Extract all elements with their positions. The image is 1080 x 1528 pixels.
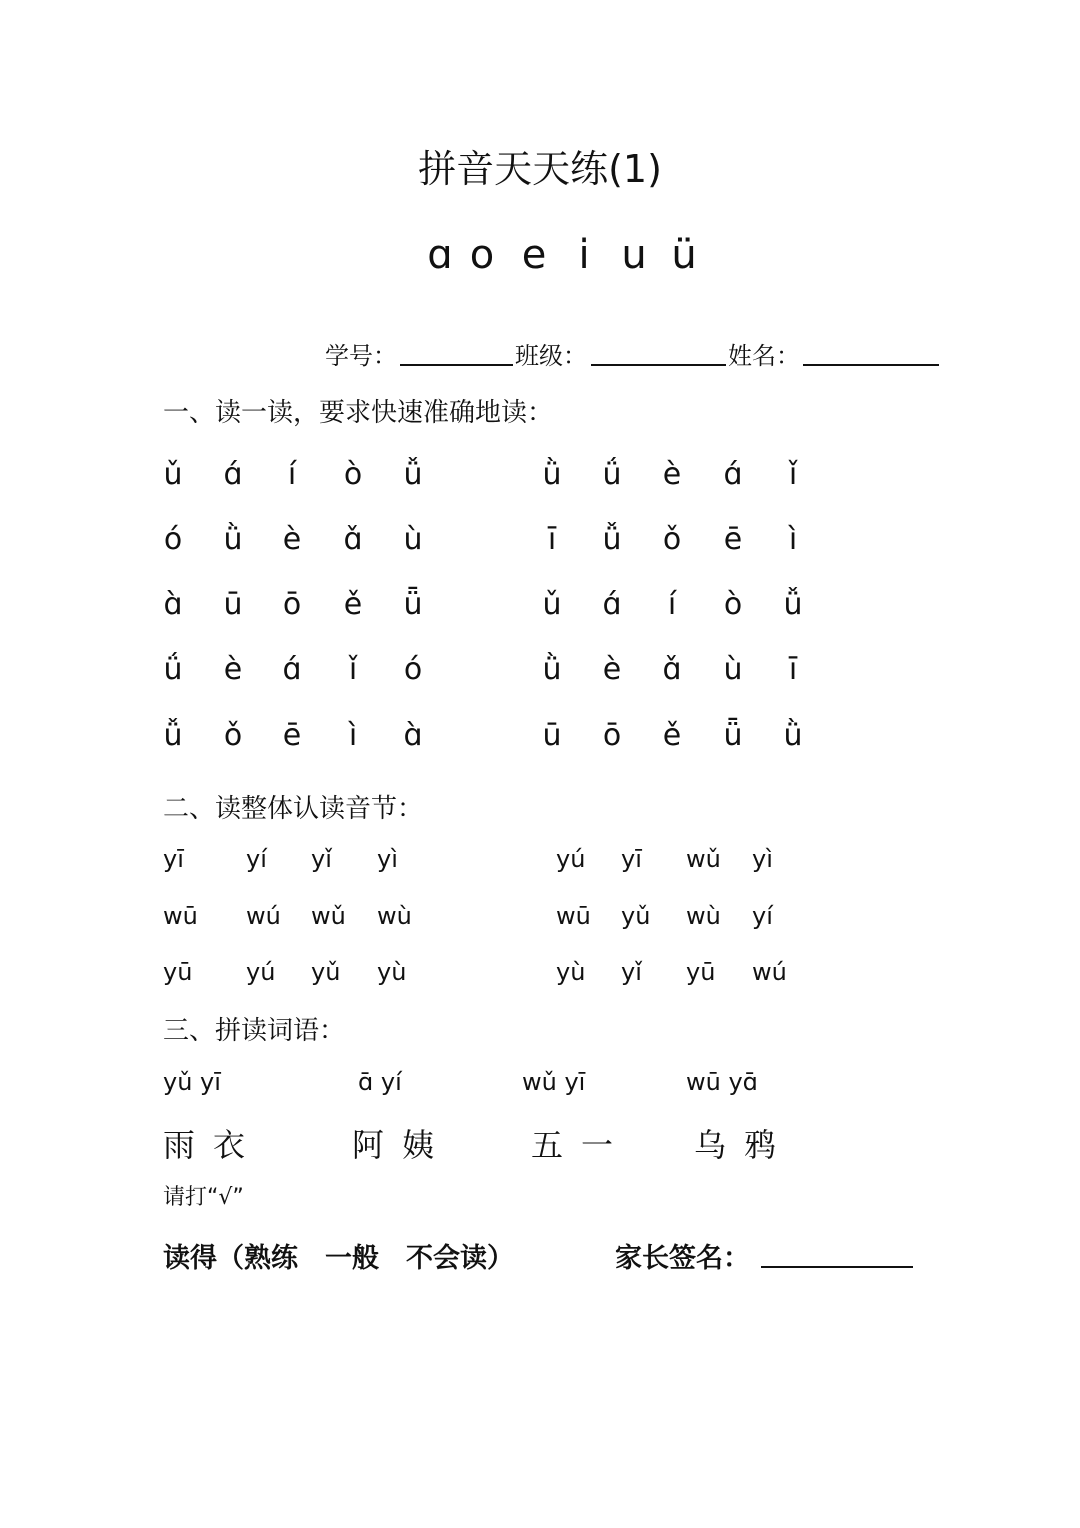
pinyin-letter: ɑ́ <box>723 457 743 492</box>
vowel-o: o <box>469 232 495 278</box>
pinyin-letter: ò <box>723 587 743 622</box>
word-hanzi: 乌鸦 <box>694 1126 795 1164</box>
syllable: wú <box>246 902 281 930</box>
vowel-e: e <box>521 232 547 278</box>
pinyin-letter: ì <box>788 522 798 557</box>
pinyin-letter: ó <box>163 522 183 557</box>
pinyin-letter: ǔ <box>542 587 562 622</box>
syllable: wǔ <box>686 845 721 873</box>
syllable: yì <box>752 845 773 873</box>
word-hanzi: 阿姨 <box>352 1126 453 1164</box>
section1-heading: 一、读一读，要求快速准确地读： <box>163 398 554 428</box>
word-hanzi: 雨衣 <box>163 1126 264 1164</box>
pinyin-letter: ē <box>282 718 302 753</box>
name-label: 姓名： <box>728 342 800 370</box>
syllable: yí <box>752 902 773 930</box>
pinyin-letter: ǐ <box>788 457 798 492</box>
pinyin-letter: ǒ <box>662 522 682 557</box>
pinyin-letter: ì <box>348 718 358 753</box>
section2-heading: 二、读整体认读音节： <box>163 794 424 824</box>
pinyin-letter: ǚ <box>403 457 423 492</box>
syllable: yì <box>377 845 398 873</box>
syllable: yǐ <box>311 845 332 873</box>
pinyin-letter: ǘ <box>163 652 183 687</box>
pinyin-letter: ǜ <box>542 457 562 492</box>
syllable: wù <box>686 902 721 930</box>
syllable: yí <box>246 845 267 873</box>
syllable: yú <box>556 845 586 873</box>
pinyin-letter: ū <box>542 718 562 753</box>
syllable: yú <box>246 958 276 986</box>
parent-sign-field[interactable] <box>761 1266 913 1268</box>
pinyin-letter: ɑ̌ <box>662 652 682 687</box>
pinyin-letter: ɑ́ <box>282 652 302 687</box>
pinyin-letter: ō <box>602 718 622 753</box>
syllable: yù <box>377 958 407 986</box>
syllable: wú <box>752 958 787 986</box>
pinyin-letter: è <box>662 457 682 492</box>
pinyin-letter: ǔ <box>163 457 183 492</box>
syllable: yǐ <box>621 958 642 986</box>
syllable: yū <box>163 958 193 986</box>
word-pinyin: wǔ yī <box>522 1068 586 1096</box>
pinyin-letter: ǘ <box>602 457 622 492</box>
syllable: wǔ <box>311 902 346 930</box>
word-pinyin: wū yɑ̄ <box>686 1068 758 1096</box>
syllable: yǔ <box>311 958 341 986</box>
pinyin-letter: ù <box>403 522 423 557</box>
pinyin-letter: ē <box>723 522 743 557</box>
vowel-a: ɑ <box>427 232 453 278</box>
pinyin-letter: è <box>282 522 302 557</box>
pinyin-letter: ɑ́ <box>223 457 243 492</box>
vowel-u: u <box>621 232 647 278</box>
vowel-i: i <box>578 232 590 278</box>
pinyin-letter: ɑ̀ <box>163 587 183 622</box>
syllable: yī <box>163 845 184 873</box>
class-label: 班级： <box>515 342 587 370</box>
student-no-label: 学号： <box>325 342 397 370</box>
pinyin-letter: ò <box>343 457 363 492</box>
syllable: yǔ <box>621 902 651 930</box>
word-pinyin: yǔ yī <box>163 1068 221 1096</box>
pinyin-letter: ō <box>282 587 302 622</box>
word-hanzi: 五一 <box>531 1126 632 1164</box>
pinyin-letter: ù <box>723 652 743 687</box>
syllable: wū <box>163 902 198 930</box>
read-level-options[interactable]: 读得（熟练 一般 不会读） <box>163 1243 514 1274</box>
pinyin-letter: ǜ <box>542 652 562 687</box>
pinyin-letter: ī <box>788 652 798 687</box>
pinyin-letter: ǒ <box>223 718 243 753</box>
page-title: 拼音天天练(1) <box>418 147 662 191</box>
pinyin-letter: ǐ <box>348 652 358 687</box>
vowel-v: ü <box>671 232 697 278</box>
pinyin-letter: ǚ <box>783 587 803 622</box>
pinyin-letter: ǖ <box>403 587 423 622</box>
pinyin-letter: ǜ <box>783 718 803 753</box>
pinyin-letter: ě <box>662 718 682 753</box>
tick-instruction: 请打“√” <box>163 1185 244 1210</box>
pinyin-letter: ɑ́ <box>602 587 622 622</box>
pinyin-letter: í <box>667 587 677 622</box>
syllable: wù <box>377 902 412 930</box>
pinyin-letter: ɑ̀ <box>403 718 423 753</box>
section3-heading: 三、拼读词语： <box>163 1016 346 1046</box>
syllable: yī <box>621 845 642 873</box>
syllable: yū <box>686 958 716 986</box>
syllable: yù <box>556 958 586 986</box>
parent-sign-label: 家长签名： <box>615 1243 750 1274</box>
word-pinyin: ɑ̄ yí <box>358 1068 402 1096</box>
pinyin-letter: ɑ̌ <box>343 522 363 557</box>
pinyin-letter: í <box>287 457 297 492</box>
pinyin-letter: ǚ <box>602 522 622 557</box>
pinyin-letter: ǖ <box>723 718 743 753</box>
pinyin-letter: ū <box>223 587 243 622</box>
pinyin-letter: ě <box>343 587 363 622</box>
pinyin-letter: è <box>602 652 622 687</box>
pinyin-letter: ó <box>403 652 423 687</box>
pinyin-letter: ī <box>547 522 557 557</box>
syllable: wū <box>556 902 591 930</box>
pinyin-letter: ǜ <box>223 522 243 557</box>
pinyin-letter: ǚ <box>163 718 183 753</box>
pinyin-letter: è <box>223 652 243 687</box>
